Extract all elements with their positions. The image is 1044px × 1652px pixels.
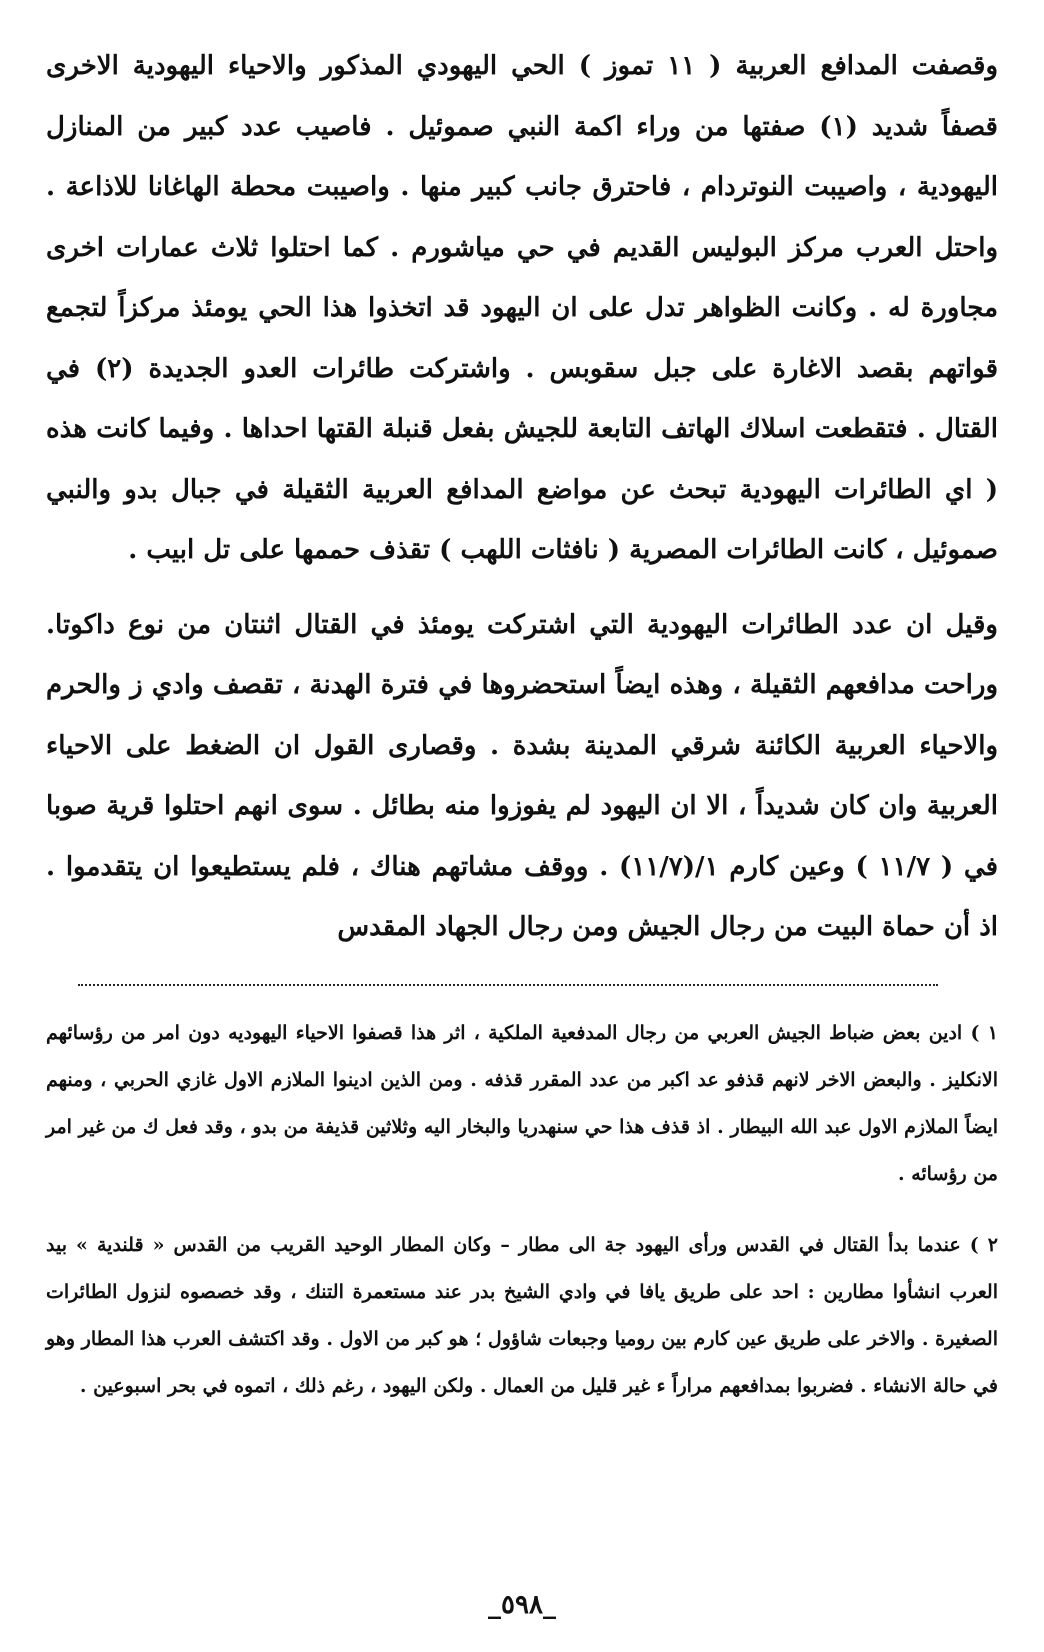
- body-text: [46, 36, 998, 958]
- body-paragraph-2: وقيل ان عدد الطائرات اليهودية التي اشتركت يومئذ في القتال اثنتان من نوع داكوتا. وراحت مدافعهم الثقيلة ، وهذه ايضاً استحضروها في فترة الهدنة ، تقصف وادي ز والحرم والاحياء العربية الكائنة شرقي المدينة بشدة . وقصارى القول ان الضغط على الاحياء العربية وان كان شديداً ، الا ان اليهود لم يفوزوا منه بطائل . سوى انهم احتلوا قرية صوبا في ( ١١/٧ ) وعين كارم ١/(١١/٧) . ووقف مشاتهم هناك ، فلم يستطيعوا ان يتقدموا . اذ أن حماة البيت من رجال الجيش ومن رجال الجهاد المقدس: [46, 609, 999, 942]
- footnote-2: ٢ ) عندما بدأ القتال في القدس ورأى اليهود جة الى مطار – وكان المطار الوحيد القريب من القدس « قلندية » بيد العرب انشأوا مطارين : احد على طريق يافا في وادي الشيخ بدر عند مستعمرة التنك ، وقد خصصوه لنزول الطائرات الصغيرة . والاخر على طريق عين كارم بين روميا وجبعات شاؤول ؛ هو كبر من الاول . وقد اكتشف العرب هذا المطار وهو في حالة الانشاء . فضربوا بمدافعهم مراراً ء غير قليل من العمال . ولكن اليهود ، رغم ذلك ، اتموه في بحر اسبوعين .: [46, 1233, 998, 1397]
- body-paragraph-1: وقصفت المدافع العربية ( ١١ تموز ) الحي اليهودي المذكور والاحياء اليهودية الاخرى قصفاً شديد (١) صفتها من وراء اكمة النبي صموئيل . فاصيب عدد كبير من المنازل اليهودية ، واصيبت النوتردام ، فاحترق جانب كبير منها . واصيبت محطة الهاغانا للاذاعة . واحتل العرب مركز البوليس القديم في حي مياشورم . كما احتلوا ثلاث عمارات اخرى مجاورة له . وكانت الظواهر تدل على ان اليهود قد اتخذوا هذا الحي يومئذ مركزاً لتجمع قواتهم بقصد الاغارة على جبل سقوبس . واشتركت طائرات العدو الجديدة (٢) في القتال . فتقطعت اسلاك الهاتف التابعة للجيش بفعل قنبلة القتها احداها . وفيما كانت هذه ( اي الطائرات اليهودية تبحث عن مواضع المدافع العربية الثقيلة في جبال بدو والنبي صموئيل ، كانت الطائرات المصرية ( نافثات اللهب ) تقذف حممها على تل ابيب .: [46, 51, 999, 565]
- footnote-divider: [78, 984, 938, 986]
- footnotes: [46, 1010, 998, 1410]
- page-number: _٥٩٨_: [488, 1590, 556, 1620]
- footnote-1: ١ ) ادين بعض ضباط الجيش العربي من رجال المدفعية الملكية ، اثر هذا قصفوا الاحياء اليهوديه دون امر من رؤسائهم الانكليز . والبعض الاخر لانهم قذفو عد اكبر من عدد المقرر قذفه . ومن الذين ادينوا الملازم الاول غازي الحربي ، ومنهم ايضاً الملازم الاول عبد الله البيطار . اذ قذف هذا حي سنهدريا والبخار اليه وثلاثين قذيفة من بدو ، وقد فعل ك من غير امر من رؤسائه .: [46, 1021, 998, 1185]
